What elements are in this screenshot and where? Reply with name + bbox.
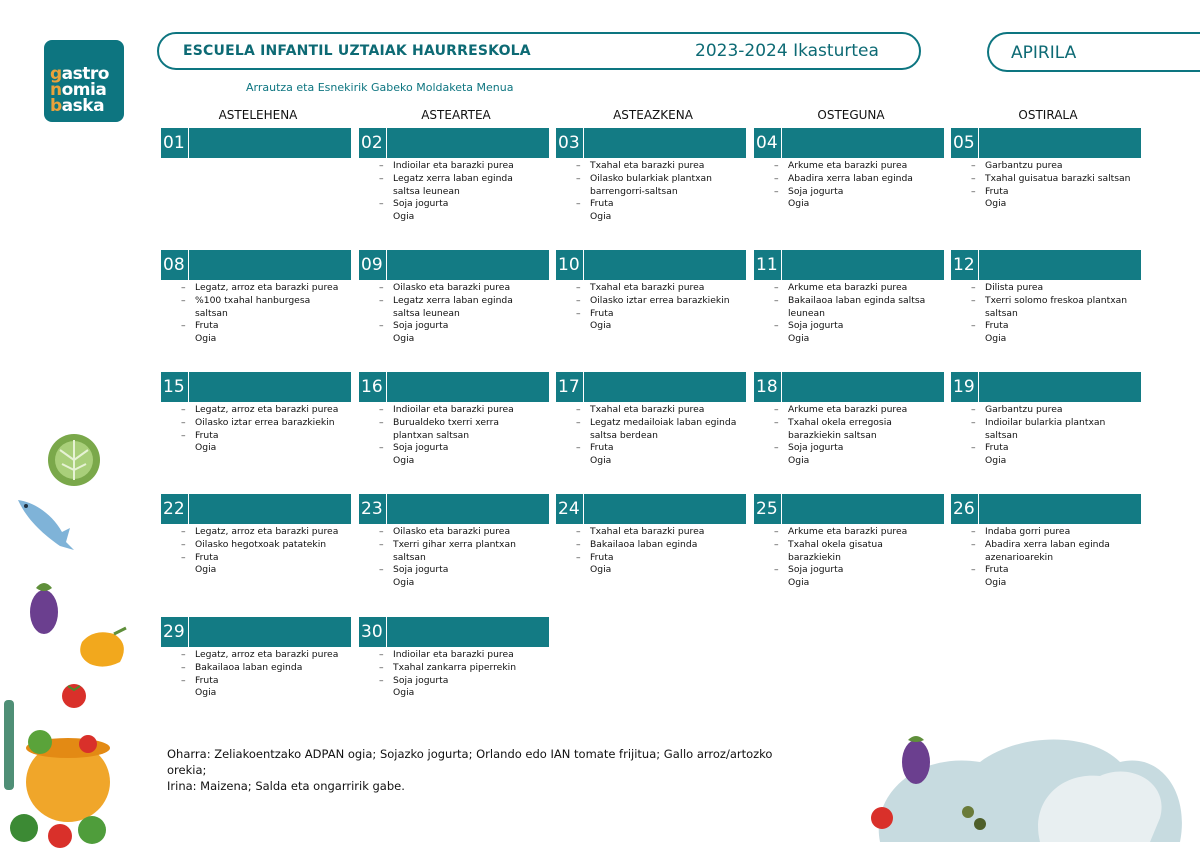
- meal-item: saltsan: [393, 551, 426, 563]
- calendar-cell: [951, 128, 1141, 211]
- day-number: 03: [556, 128, 583, 158]
- day-number: 11: [754, 250, 781, 280]
- calendar-cell: [359, 128, 549, 224]
- calendar-cell: [161, 494, 351, 577]
- day-number: 02: [359, 128, 386, 158]
- meal-list: [161, 404, 351, 455]
- meal-item: – Indioilar bularkia plantxan: [951, 417, 1141, 430]
- meal-item: – Abadira xerra laban eginda: [951, 539, 1141, 552]
- meal-list: [754, 160, 944, 211]
- meal-item: – Txahal eta barazki purea: [556, 404, 746, 417]
- logo-line-2: nomia: [50, 80, 107, 100]
- day-number: 29: [161, 617, 188, 647]
- meal-item: Ogia: [590, 455, 612, 467]
- meal-item: Ogia: [195, 333, 217, 345]
- day-number: 25: [754, 494, 781, 524]
- meal-list: [754, 526, 944, 590]
- meal-item: – Soja jogurta: [359, 320, 549, 333]
- meal-item: – Garbantzu purea: [951, 404, 1141, 417]
- day-number: 24: [556, 494, 583, 524]
- meal-item: Ogia: [985, 198, 1007, 210]
- day-number: 26: [951, 494, 978, 524]
- meal-item: – Legatz medailoiak laban eginda: [556, 417, 746, 430]
- meal-item: Ogia: [590, 320, 612, 332]
- school-year: 2023-2024 Ikasturtea: [695, 41, 879, 61]
- day-header-strip: [782, 494, 944, 524]
- meal-item: – Txahal eta barazki purea: [556, 282, 746, 295]
- day-header-strip: [584, 494, 746, 524]
- meal-item: – Bakailaoa laban eginda: [161, 662, 351, 675]
- footer-note-line-2: Irina: Maizena; Salda eta ongarririk gabe.: [167, 779, 405, 793]
- calendar-cell: [951, 250, 1141, 346]
- school-header-box: [157, 32, 921, 70]
- logo-line-3: baska: [50, 96, 105, 116]
- meal-item: – Oilasko eta barazki purea: [359, 282, 549, 295]
- day-header-strip: [584, 250, 746, 280]
- day-header-strip: [979, 372, 1141, 402]
- day-header-strip: [979, 250, 1141, 280]
- calendar-cell: [161, 128, 351, 160]
- meal-item: – Oilasko hegotxoak patatekin: [161, 539, 351, 552]
- meal-item: – Legatz, arroz eta barazki purea: [161, 526, 351, 539]
- calendar-cell: [556, 128, 746, 224]
- day-header-strip: [979, 128, 1141, 158]
- meal-item: – Fruta: [951, 442, 1141, 455]
- meal-item: – Indaba gorri purea: [951, 526, 1141, 539]
- calendar-cell: [754, 128, 944, 211]
- day-bar: [951, 494, 1141, 524]
- day-header-strip: [584, 372, 746, 402]
- day-bar: [161, 494, 351, 524]
- meal-item: Ogia: [788, 333, 810, 345]
- meal-item: Ogia: [985, 577, 1007, 589]
- day-bar: [359, 372, 549, 402]
- calendar-cell: [359, 250, 549, 346]
- meal-item: – Txahal eta barazki purea: [556, 526, 746, 539]
- day-bar: [359, 250, 549, 280]
- meal-item: – Txahal okela gisatua: [754, 539, 944, 552]
- meal-list: [161, 649, 351, 700]
- meal-item: Ogia: [788, 455, 810, 467]
- meal-item: Ogia: [788, 577, 810, 589]
- meal-item: – Burualdeko txerri xerra: [359, 417, 549, 430]
- day-bar: [556, 372, 746, 402]
- day-number: 10: [556, 250, 583, 280]
- meal-item: – Indioilar eta barazki purea: [359, 404, 549, 417]
- meal-item: – Fruta: [161, 675, 351, 688]
- eggplant-illustration-left: [24, 574, 64, 636]
- calendar-cell: [754, 250, 944, 346]
- meal-item: barazkiekin saltsan: [788, 429, 877, 441]
- meal-item: – Txerri solomo freskoa plantxan: [951, 295, 1141, 308]
- school-name: ESCUELA INFANTIL UZTAIAK HAURRESKOLA: [183, 43, 531, 59]
- meal-item: – Txahal eta barazki purea: [556, 160, 746, 173]
- meal-item: Ogia: [788, 198, 810, 210]
- meal-item: – Txerri gihar xerra plantxan: [359, 539, 549, 552]
- day-number: 18: [754, 372, 781, 402]
- meal-list: [161, 282, 351, 346]
- meal-item: saltsa berdean: [590, 429, 658, 441]
- meal-list: [359, 404, 549, 468]
- day-bar: [161, 617, 351, 647]
- meal-item: – Bakailaoa laban eginda: [556, 539, 746, 552]
- meal-item: – Fruta: [556, 552, 746, 565]
- day-number: 01: [161, 128, 188, 158]
- meal-list: [951, 404, 1141, 468]
- logo-line-1: gastro: [50, 64, 109, 84]
- meal-list: [556, 282, 746, 333]
- day-bar: [556, 250, 746, 280]
- meal-item: Ogia: [195, 442, 217, 454]
- meal-list: [951, 160, 1141, 211]
- calendar-cell: [951, 372, 1141, 468]
- meal-item: – Txahal zankarra piperrekin: [359, 662, 549, 675]
- meal-item: – Oilasko bularkiak plantxan: [556, 173, 746, 186]
- calendar-cell: [951, 494, 1141, 590]
- meal-item: – Soja jogurta: [359, 198, 549, 211]
- fish-illustration: [12, 492, 78, 558]
- day-number: 19: [951, 372, 978, 402]
- calendar-cell: [556, 372, 746, 468]
- day-header-strip: [782, 372, 944, 402]
- meal-item: – Abadira xerra laban eginda: [754, 173, 944, 186]
- day-number: 17: [556, 372, 583, 402]
- day-header-strip: [387, 617, 549, 647]
- day-header-strip: [189, 617, 351, 647]
- meal-item: – Dilista purea: [951, 282, 1141, 295]
- calendar-cell: [754, 372, 944, 468]
- meal-item: – Txahal guisatua barazki saltsan: [951, 173, 1141, 186]
- day-header-thursday: OSTEGUNA: [817, 108, 885, 122]
- meal-item: barrengorri-saltsan: [590, 185, 678, 197]
- meal-item: – Oilasko iztar errea barazkiekin: [556, 295, 746, 308]
- meal-item: – Indioilar eta barazki purea: [359, 649, 549, 662]
- meal-item: Ogia: [393, 687, 415, 699]
- footer-note-line-1: Oharra: Zeliakoentzako ADPAN ogia; Sojazko jogurta; Orlando edo IAN tomate frijitua; Gallo arroz/artozko orekia;: [167, 747, 773, 777]
- calendar-cell: [359, 617, 549, 700]
- pepper-illustration: [74, 624, 132, 672]
- day-bar: [359, 128, 549, 158]
- meal-item: Ogia: [985, 455, 1007, 467]
- meal-list: [754, 404, 944, 468]
- day-header-strip: [782, 128, 944, 158]
- day-bar: [359, 494, 549, 524]
- day-number: 08: [161, 250, 188, 280]
- meal-list: [556, 526, 746, 577]
- meal-item: – Soja jogurta: [754, 186, 944, 199]
- month-name: APIRILA: [1011, 43, 1077, 63]
- meal-item: – Oilasko iztar errea barazkiekin: [161, 417, 351, 430]
- day-header-strip: [189, 372, 351, 402]
- meal-item: leunean: [788, 307, 825, 319]
- meal-item: – Soja jogurta: [754, 564, 944, 577]
- meal-item: – Fruta: [161, 430, 351, 443]
- calendar-cell: [556, 250, 746, 333]
- meal-item: – %100 txahal hanburgesa: [161, 295, 351, 308]
- meal-item: – Arkume eta barazki purea: [754, 282, 944, 295]
- day-header-strip: [979, 494, 1141, 524]
- meal-item: saltsan: [195, 307, 228, 319]
- day-number: 30: [359, 617, 386, 647]
- day-bar: [556, 128, 746, 158]
- day-bar: [161, 250, 351, 280]
- day-header-strip: [189, 128, 351, 158]
- logo-line-3-text: aska: [61, 96, 105, 116]
- calendar-cell: [754, 494, 944, 590]
- logo-line-1-text: astro: [61, 64, 109, 84]
- day-header-wednesday: ASTEAZKENA: [613, 108, 693, 122]
- day-header-strip: [782, 250, 944, 280]
- day-header-friday: OSTIRALA: [1018, 108, 1078, 122]
- meal-list: [359, 282, 549, 346]
- meal-item: – Legatz xerra laban eginda: [359, 295, 549, 308]
- meal-item: Ogia: [985, 333, 1007, 345]
- meal-list: [951, 282, 1141, 346]
- day-number: 12: [951, 250, 978, 280]
- meal-item: – Legatz, arroz eta barazki purea: [161, 649, 351, 662]
- meal-item: – Fruta: [951, 564, 1141, 577]
- meal-item: – Fruta: [556, 198, 746, 211]
- day-bar: [556, 494, 746, 524]
- day-bar: [754, 128, 944, 158]
- calendar-cell: [161, 372, 351, 455]
- meal-item: – Soja jogurta: [359, 442, 549, 455]
- day-bar: [161, 372, 351, 402]
- meal-item: – Txahal okela erregosia: [754, 417, 944, 430]
- day-number: 09: [359, 250, 386, 280]
- meal-item: – Fruta: [951, 186, 1141, 199]
- meal-item: – Soja jogurta: [359, 675, 549, 688]
- meal-item: azenarioarekin: [985, 551, 1054, 563]
- meal-list: [161, 526, 351, 577]
- meal-item: Ogia: [393, 211, 415, 223]
- meal-item: saltsan: [985, 307, 1018, 319]
- day-number: 04: [754, 128, 781, 158]
- meal-item: – Bakailaoa laban eginda saltsa: [754, 295, 944, 308]
- meal-item: – Legatz xerra laban eginda: [359, 173, 549, 186]
- meal-item: – Arkume eta barazki purea: [754, 160, 944, 173]
- calendar-cell: [359, 494, 549, 590]
- meal-item: Ogia: [195, 564, 217, 576]
- meal-item: – Fruta: [556, 442, 746, 455]
- day-number: 05: [951, 128, 978, 158]
- meal-item: Ogia: [195, 687, 217, 699]
- gastronomia-baska-logo: [44, 40, 124, 122]
- day-bar: [359, 617, 549, 647]
- calendar-cell: [161, 250, 351, 346]
- meal-item: – Fruta: [951, 320, 1141, 333]
- meal-item: saltsa leunean: [393, 307, 460, 319]
- meal-item: – Soja jogurta: [359, 564, 549, 577]
- lettuce-illustration: [44, 430, 104, 490]
- calendar-cell: [161, 617, 351, 700]
- day-header-strip: [387, 250, 549, 280]
- meal-item: – Fruta: [161, 552, 351, 565]
- meal-item: saltsan: [985, 429, 1018, 441]
- day-header-strip: [189, 250, 351, 280]
- meal-item: – Legatz, arroz eta barazki purea: [161, 282, 351, 295]
- meal-item: plantxan saltsan: [393, 429, 470, 441]
- day-header-strip: [189, 494, 351, 524]
- day-bar: [754, 372, 944, 402]
- logo-line-2-text: omia: [61, 80, 107, 100]
- calendar-cell: [556, 494, 746, 577]
- menu-subtitle: Arrautza eta Esnekirik Gabeko Moldaketa Menua: [246, 81, 514, 94]
- meal-item: – Soja jogurta: [754, 320, 944, 333]
- calendar-cell: [359, 372, 549, 468]
- day-header-strip: [387, 372, 549, 402]
- day-header-strip: [584, 128, 746, 158]
- day-number: 15: [161, 372, 188, 402]
- meal-item: – Oilasko eta barazki purea: [359, 526, 549, 539]
- day-header-strip: [387, 494, 549, 524]
- meal-list: [359, 160, 549, 224]
- day-header-tuesday: ASTEARTEA: [421, 108, 491, 122]
- day-number: 16: [359, 372, 386, 402]
- meal-item: – Fruta: [556, 308, 746, 321]
- day-bar: [951, 372, 1141, 402]
- day-bar: [754, 494, 944, 524]
- day-bar: [754, 250, 944, 280]
- meal-item: Ogia: [393, 577, 415, 589]
- meal-item: Ogia: [393, 333, 415, 345]
- meal-list: [556, 160, 746, 224]
- meal-item: Ogia: [590, 211, 612, 223]
- meal-item: – Fruta: [161, 320, 351, 333]
- meal-list: [754, 282, 944, 346]
- meal-list: [359, 526, 549, 590]
- meal-list: [951, 526, 1141, 590]
- meal-item: – Indioilar eta barazki purea: [359, 160, 549, 173]
- day-number: 22: [161, 494, 188, 524]
- day-bar: [951, 128, 1141, 158]
- day-bar: [951, 250, 1141, 280]
- meal-item: – Arkume eta barazki purea: [754, 526, 944, 539]
- month-header-box: [987, 32, 1200, 72]
- cooking-pot-illustration: [0, 696, 140, 848]
- day-header-monday: ASTELEHENA: [218, 108, 298, 122]
- meal-item: Ogia: [393, 455, 415, 467]
- meal-item: – Arkume eta barazki purea: [754, 404, 944, 417]
- meal-list: [359, 649, 549, 700]
- meal-item: – Soja jogurta: [754, 442, 944, 455]
- day-number: 23: [359, 494, 386, 524]
- chef-hat-illustration: [860, 732, 1200, 848]
- meal-item: – Legatz, arroz eta barazki purea: [161, 404, 351, 417]
- footer-note: [167, 746, 807, 794]
- meal-item: barazkiekin: [788, 551, 841, 563]
- meal-item: saltsa leunean: [393, 185, 460, 197]
- meal-item: Ogia: [590, 564, 612, 576]
- day-bar: [161, 128, 351, 158]
- day-header-strip: [387, 128, 549, 158]
- meal-item: – Garbantzu purea: [951, 160, 1141, 173]
- meal-list: [556, 404, 746, 468]
